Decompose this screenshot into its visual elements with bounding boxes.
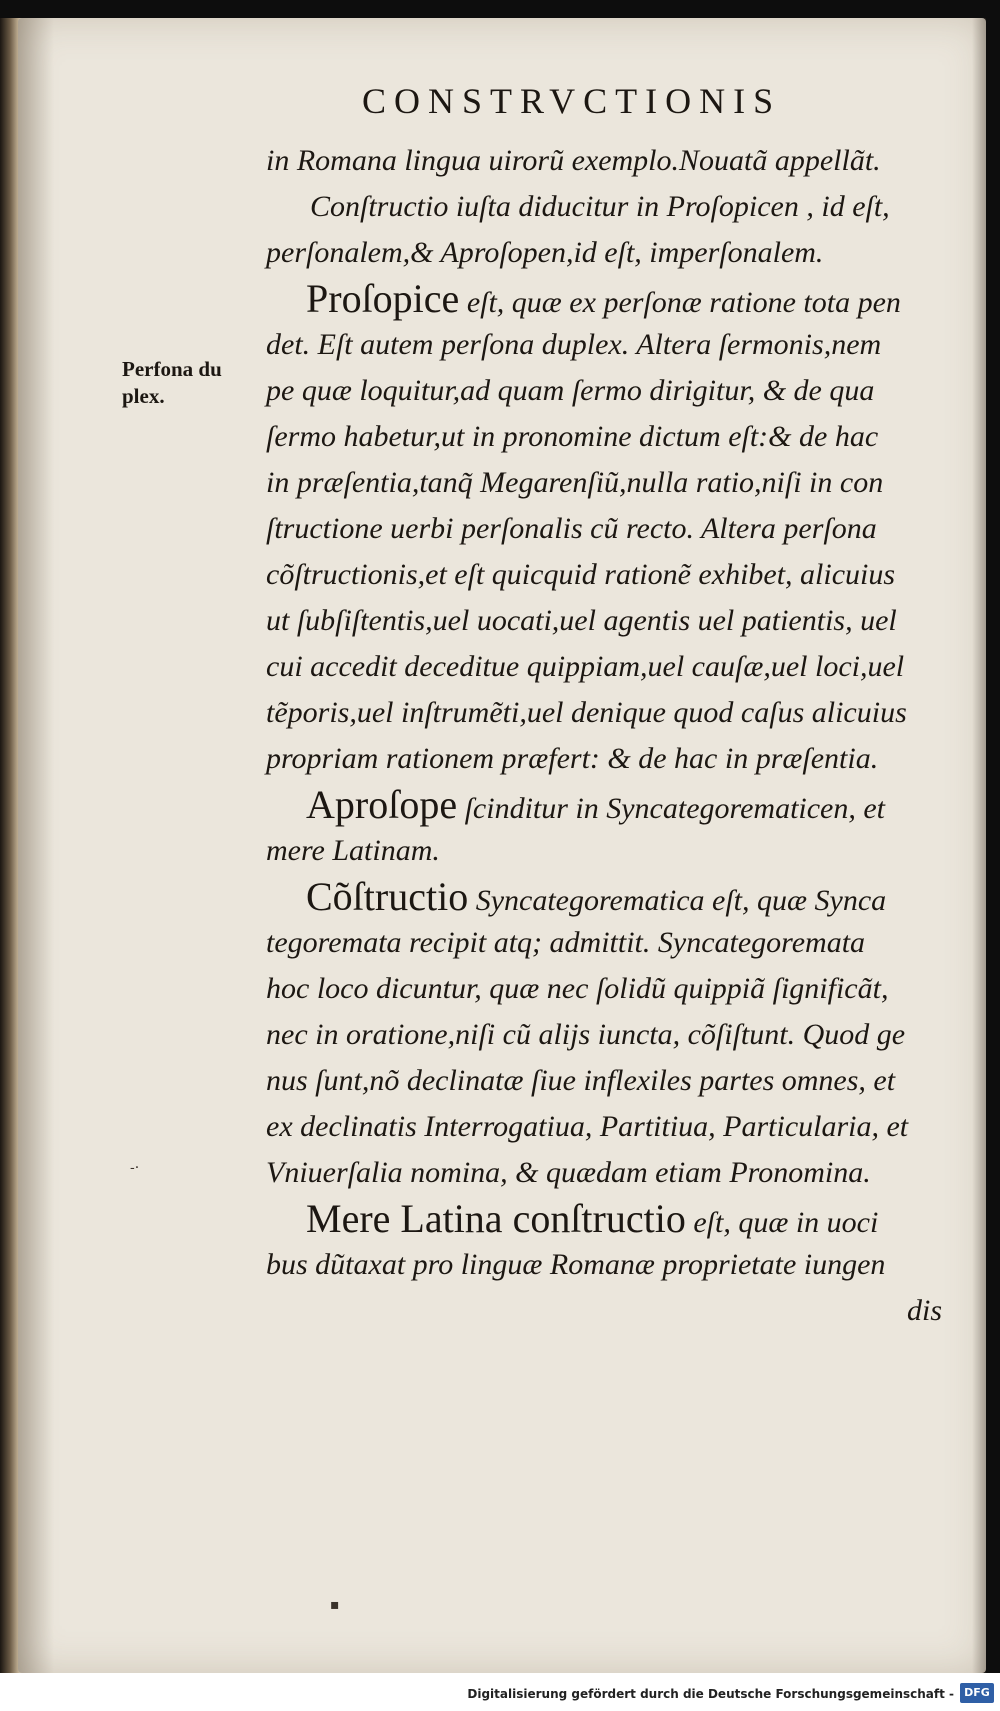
line-text: cõſtructionis,et eſt quicquid rationẽ exhibet, alicuius bbox=[266, 558, 896, 591]
section-lead-word: Aproſope bbox=[306, 782, 458, 827]
line-text: tẽporis,uel inſtrumẽti,uel denique quod caſus alicuius bbox=[266, 696, 907, 729]
line-text: ex declinatis Interrogatiua, Partitiua, Particularia, et bbox=[266, 1110, 909, 1143]
ink-speck: -· bbox=[130, 1160, 140, 1176]
line-text: ut ſubſiſtentis,uel uocati,uel agentis uel patientis, uel bbox=[266, 604, 897, 637]
text-line bbox=[266, 368, 966, 414]
text-line bbox=[266, 322, 966, 368]
line-text: nec in oratione,niſi cũ alijs iuncta, cõſiſtunt. Quod ge bbox=[266, 1018, 906, 1051]
line-text: bus dũtaxat pro linguæ Romanæ proprietate iungen bbox=[266, 1248, 886, 1281]
text-line bbox=[266, 1104, 966, 1150]
section-lead-word: Mere Latina conſtructio bbox=[306, 1196, 686, 1241]
text-line bbox=[266, 782, 966, 828]
page-edge-shadow bbox=[972, 18, 986, 1673]
section-lead-word: Proſopice bbox=[306, 276, 460, 321]
line-text: perſonalem,& Aproſopen,id eſt, imperſonalem. bbox=[266, 236, 824, 269]
text-line bbox=[266, 920, 966, 966]
margin-note-line: Perfona du bbox=[122, 357, 222, 381]
line-text: det. Eſt autem perſona duplex. Altera ſermonis,nem bbox=[266, 328, 882, 361]
running-head: CONSTRVCTIONIS bbox=[362, 81, 782, 121]
text-line bbox=[266, 1242, 966, 1288]
text-line bbox=[266, 1196, 966, 1242]
line-text: tegoremata recipit atq; admittit. Syncategoremata bbox=[266, 926, 866, 959]
text-line bbox=[266, 184, 966, 230]
text-line bbox=[266, 552, 966, 598]
line-text: propriam rationem præfert: & de hac in præſentia. bbox=[266, 742, 879, 775]
line-text: hoc loco dicuntur, quæ nec ſolidũ quippiã ſignificãt, bbox=[266, 972, 889, 1005]
text-line bbox=[266, 828, 966, 874]
line-text: in Romana lingua uirorũ exemplo.Nouatã appellãt. bbox=[266, 144, 881, 177]
text-line bbox=[266, 598, 966, 644]
line-text: nus ſunt,nõ declinatæ ſiue inflexiles partes omnes, et bbox=[266, 1064, 896, 1097]
line-text: ſcinditur in Syncategorematicen, et bbox=[457, 792, 886, 825]
line-text: Vniuerſalia nomina, & quædam etiam Pronomina. bbox=[266, 1156, 871, 1189]
text-line bbox=[266, 1288, 966, 1334]
text-line bbox=[266, 690, 966, 736]
line-text: cui accedit deceditue quippiam,uel cauſæ,uel loci,uel bbox=[266, 650, 905, 683]
text-line bbox=[266, 1150, 966, 1196]
line-text: Syncategorematica eſt, quæ Synca bbox=[468, 884, 887, 917]
text-line bbox=[266, 414, 966, 460]
margin-note-line: plex. bbox=[122, 384, 165, 408]
line-text: pe quæ loquitur,ad quam ſermo dirigitur, & de qua bbox=[266, 374, 875, 407]
section-lead-word: Cõſtructio bbox=[306, 874, 469, 919]
line-text: dis bbox=[906, 1294, 942, 1327]
gutter-shadow bbox=[18, 18, 54, 1673]
line-text: in præſentia,tanq̃ Megarenſiũ,nulla ratio,niſi in con bbox=[266, 466, 884, 499]
line-text: ſtructione uerbi perſonalis cũ recto. Altera perſona bbox=[266, 512, 877, 545]
text-line bbox=[266, 874, 966, 920]
line-text: mere Latinam. bbox=[266, 834, 440, 867]
line-text: ſermo habetur,ut in pronomine dictum eſt:& de hac bbox=[266, 420, 879, 453]
ink-speck: ▪ bbox=[330, 1597, 340, 1613]
text-line bbox=[266, 138, 966, 184]
text-line bbox=[266, 276, 966, 322]
funding-credit: Digitalisierung gefördert durch die Deutsche Forschungsgemeinschaft - bbox=[467, 1687, 954, 1701]
line-text: eſt, quæ in uoci bbox=[685, 1206, 879, 1239]
line-text: Conſtructio iuſta diducitur in Proſopicen , id eſt, bbox=[310, 190, 890, 223]
text-line bbox=[266, 966, 966, 1012]
text-line bbox=[266, 460, 966, 506]
dfg-logo[interactable]: DFG bbox=[960, 1683, 994, 1703]
text-line bbox=[266, 230, 966, 276]
line-text: eſt, quæ ex perſonæ ratione tota pen bbox=[459, 286, 901, 319]
margin-note bbox=[122, 356, 262, 410]
text-line bbox=[266, 506, 966, 552]
text-line bbox=[266, 1012, 966, 1058]
text-line bbox=[266, 1058, 966, 1104]
body-text bbox=[266, 138, 966, 1334]
text-line bbox=[266, 736, 966, 782]
text-line bbox=[266, 644, 966, 690]
